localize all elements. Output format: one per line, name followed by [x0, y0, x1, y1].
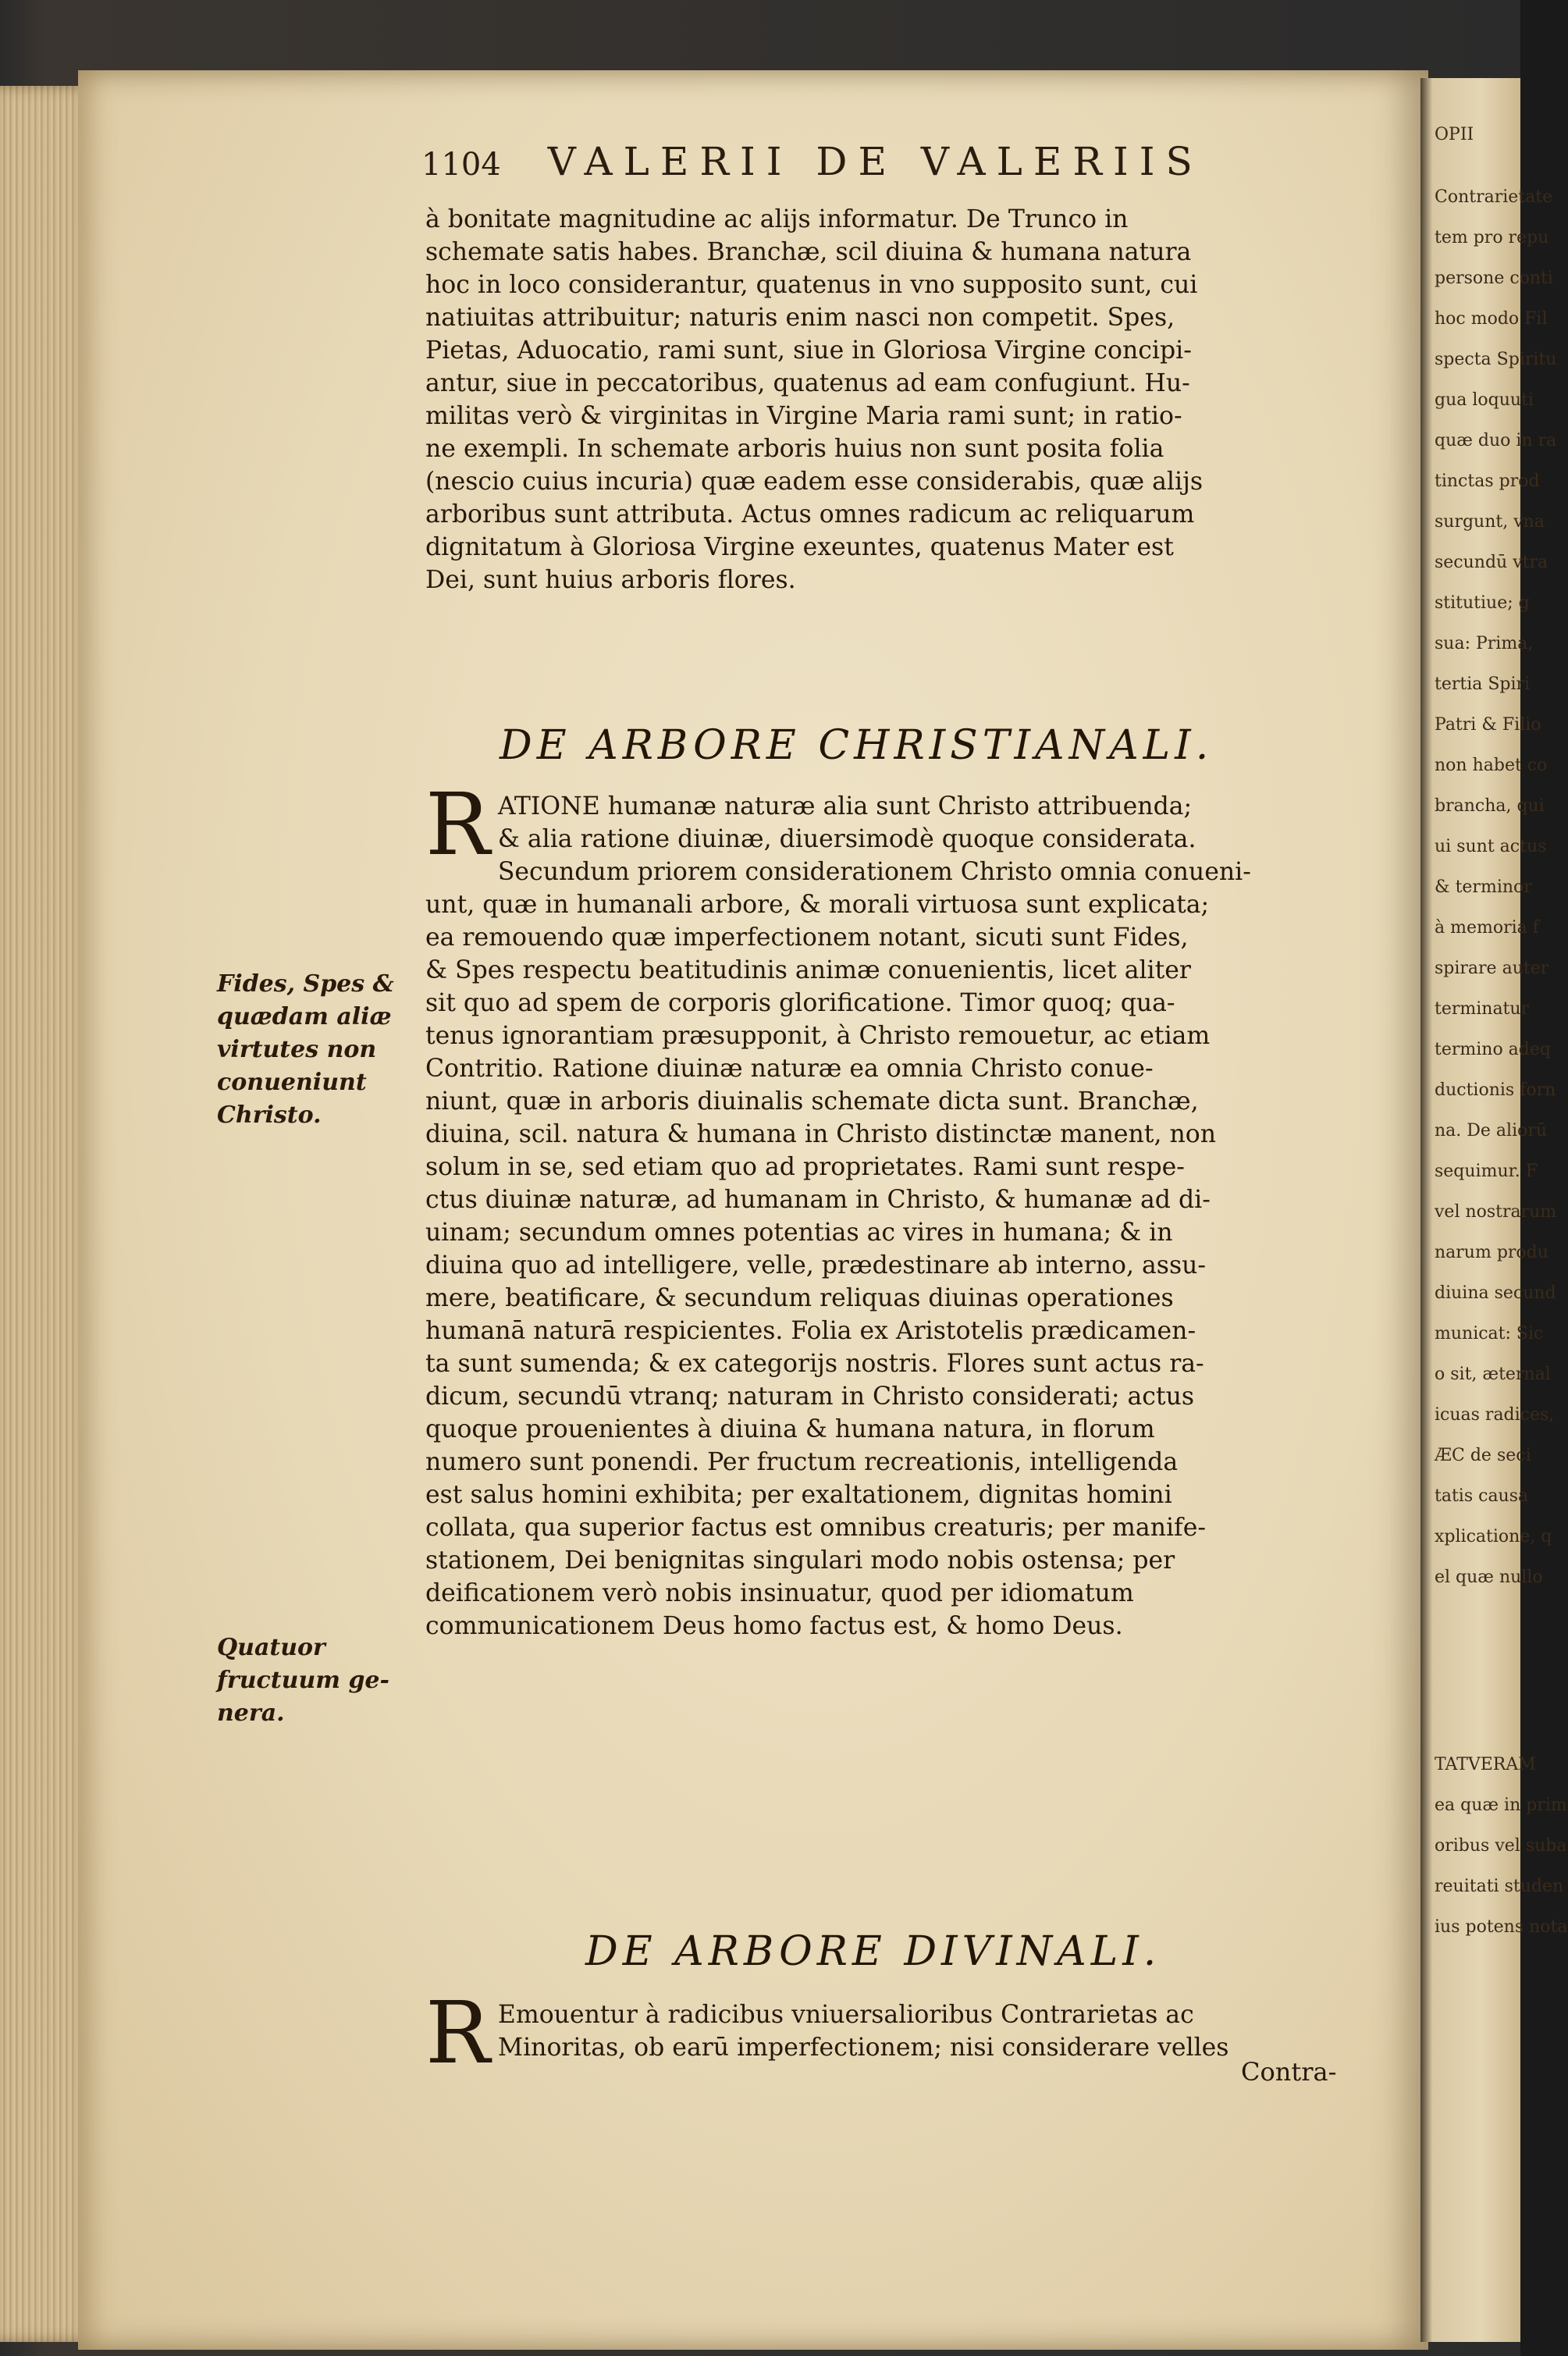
text-line: niunt, quæ in arboris diuinalis schemate dicta sunt. Branchæ, — [425, 1087, 1199, 1116]
adjacent-page-fragment: non habet co — [1435, 756, 1548, 775]
text-line: quoque prouenientes à diuina & humana natura, in florum — [425, 1415, 1155, 1443]
adjacent-page-strip — [1420, 78, 1568, 2342]
marginal-line: quædam aliæ — [217, 1003, 392, 1030]
adjacent-page-fragment: tertia Spiri — [1435, 674, 1531, 694]
marginal-line: nera. — [217, 1699, 285, 1727]
text-line: Emouentur à radicibus vniuersalioribus Contrarietas ac — [497, 2001, 1194, 2029]
text-line: natiuitas attribuitur; naturis enim nasci non competit. Spes, — [425, 304, 1175, 332]
text-line: Pietas, Aduocatio, rami sunt, siue in Gloriosa Virgine concipi- — [425, 336, 1192, 365]
text-line: stationem, Dei benignitas singulari modo nobis ostensa; per — [425, 1546, 1175, 1575]
adjacent-page-fragment: diuina secund — [1435, 1283, 1556, 1303]
adjacent-page-fragment: tinctas prod — [1435, 472, 1540, 491]
text-line: dicum, secundū vtranq; naturam in Christo considerati; actus — [425, 1383, 1195, 1411]
marginal-line: Fides, Spes & — [217, 970, 394, 998]
adjacent-page-fragment: sua: Prima, — [1435, 634, 1534, 653]
section-heading-christianali: DE ARBORE CHRISTIANALI. — [500, 722, 1214, 769]
text-line: numero sunt ponendi. Per fructum recreationis, intelligenda — [425, 1448, 1179, 1476]
adjacent-page-fragment: OPII — [1435, 125, 1474, 144]
text-line: Dei, sunt huius arboris flores. — [425, 566, 796, 594]
section-heading-divinali: DE ARBORE DIVINALI. — [585, 1928, 1161, 1975]
marginal-line: Christo. — [217, 1101, 322, 1129]
text-line: sit quo ad spem de corporis glorificatione. Timor quoq; qua- — [425, 989, 1175, 1017]
drop-cap: R — [425, 1983, 490, 2083]
text-line: mere, beatificare, & secundum reliquas diuinas operationes — [425, 1284, 1174, 1312]
text-line: ta sunt sumenda; & ex categorijs nostris. Flores sunt actus ra- — [425, 1350, 1204, 1378]
text-line: Secundum priorem considerationem Christo omnia conueni- — [497, 858, 1251, 886]
adjacent-page-fragment: el quæ nullo — [1435, 1568, 1543, 1587]
adjacent-page-fragment: ÆC de seci — [1435, 1446, 1531, 1465]
text-line: ea remouendo quæ imperfectionem notant, sicuti sunt Fides, — [425, 924, 1189, 952]
catchword: Contra- — [1241, 2057, 1337, 2087]
adjacent-page-fragment: sequimur. F — [1435, 1162, 1538, 1181]
text-line: dignitatum à Gloriosa Virgine exeuntes, quatenus Mater est — [425, 533, 1174, 561]
adjacent-page-fragment: ea quæ in prim — [1435, 1795, 1567, 1815]
text-block-3 — [425, 1983, 1385, 2083]
text-line: uinam; secundum omnes potentias ac vires in humana; & in — [425, 1219, 1173, 1247]
adjacent-page-fragment: stitutiue; g — [1435, 593, 1530, 613]
text-line: diuina, scil. natura & humana in Christo distinctæ manent, non — [425, 1120, 1217, 1148]
text-line: ne exempli. In schemate arboris huius non sunt posita folia — [425, 435, 1164, 463]
adjacent-page-fragment: TATVERAM — [1435, 1755, 1536, 1774]
adjacent-page-fragment: vel nostrarum — [1435, 1202, 1557, 1222]
text-line: schemate satis habes. Branchæ, scil diuina & humana natura — [425, 238, 1192, 266]
adjacent-page-fragment: na. De aliorū — [1435, 1121, 1548, 1141]
adjacent-page-fragment: Contrarietate — [1435, 187, 1553, 207]
adjacent-page-fragment: specta Spiritu — [1435, 350, 1557, 369]
text-line: ATIONE humanæ naturæ alia sunt Christo attribuenda; — [497, 792, 1193, 820]
adjacent-page-fragment: spirare auter — [1435, 959, 1549, 978]
adjacent-page-fragment: à memoria f — [1435, 918, 1539, 938]
marginal-line: Quatuor — [217, 1634, 325, 1661]
adjacent-page-fragment: quæ duo in ra — [1435, 431, 1557, 450]
text-line: deificationem verò nobis insinuatur, quod per idiomatum — [425, 1579, 1134, 1607]
page-number: 1104 — [421, 147, 501, 183]
text-line: à bonitate magnitudine ac alijs informatur. De Trunco in — [425, 205, 1129, 233]
adjacent-page-fragment: xplicatione, q — [1435, 1527, 1552, 1546]
text-line: collata, qua superior factus est omnibus creaturis; per manife- — [425, 1514, 1207, 1542]
adjacent-page-fragment: municat: Sic — [1435, 1324, 1544, 1343]
adjacent-page-fragment: reuitati studen — [1435, 1877, 1564, 1896]
running-header — [421, 139, 1358, 184]
text-line: militas verò & virginitas in Virgine Maria rami sunt; in ratio- — [425, 402, 1182, 430]
adjacent-page-fragment: tem pro repu — [1435, 228, 1549, 247]
text-line: tenus ignorantiam præsupponit, à Christo remouetur, ac etiam — [425, 1022, 1211, 1050]
text-line: (nescio cuius incuria) quæ eadem esse considerabis, quæ alijs — [425, 468, 1204, 496]
text-line: hoc in loco considerantur, quatenus in vno supposito sunt, cui — [425, 271, 1198, 299]
text-line: Contritio. Ratione diuinæ naturæ ea omnia Christo conue- — [425, 1055, 1154, 1083]
adjacent-page-fragment: tatis causa — [1435, 1486, 1529, 1506]
adjacent-page-fragment: secundū vtra — [1435, 553, 1548, 572]
text-line: & Spes respectu beatitudinis animæ conuenientis, licet aliter — [425, 956, 1191, 984]
running-title: VALERII DE VALERIIS — [547, 139, 1204, 184]
text-line: communicationem Deus homo factus est, & homo Deus. — [425, 1612, 1123, 1640]
adjacent-page-fragment: oribus vel suba — [1435, 1836, 1567, 1856]
text-line: antur, siue in peccatoribus, quatenus ad eam confugiunt. Hu- — [425, 369, 1190, 397]
text-line: est salus homini exhibita; per exaltationem, dignitas homini — [425, 1481, 1172, 1509]
text-line: diuina quo ad intelligere, velle, prædestinare ab interno, assu- — [425, 1251, 1207, 1279]
adjacent-page-fragment: narum produ — [1435, 1243, 1548, 1262]
adjacent-page-fragment: surgunt, vna — [1435, 512, 1545, 532]
text-line: & alia ratione diuinæ, diuersimodè quoque considerata. — [497, 825, 1196, 853]
text-line: humanā naturā respicientes. Folia ex Aristotelis prædicamen- — [425, 1317, 1196, 1345]
adjacent-page-fragment: & terminor — [1435, 877, 1532, 897]
marginal-line: conueniunt — [217, 1069, 367, 1096]
text-block-1 — [425, 203, 1385, 596]
adjacent-page-fragment: ius potens nota — [1435, 1917, 1568, 1937]
text-line: ctus diuinæ naturæ, ad humanam in Christo, & humanæ ad di- — [425, 1186, 1211, 1214]
text-line: unt, quæ in humanali arbore, & morali virtuosa sunt explicata; — [425, 891, 1210, 919]
text-block-2 — [425, 774, 1385, 1642]
adjacent-page-fragment: ductionis forn — [1435, 1080, 1556, 1100]
marginal-line: virtutes non — [217, 1036, 377, 1063]
text-line: arboribus sunt attributa. Actus omnes radicum ac reliquarum — [425, 500, 1195, 528]
text-line: solum in se, sed etiam quo ad proprietates. Rami sunt respe- — [425, 1153, 1185, 1181]
adjacent-page-fragment: termino adeq — [1435, 1040, 1551, 1059]
adjacent-page-fragment: o sit, æternal — [1435, 1365, 1551, 1384]
drop-cap: R — [425, 774, 490, 874]
marginal-line: fructuum ge- — [217, 1667, 389, 1694]
adjacent-page-fragment: gua loquuti — [1435, 390, 1534, 410]
adjacent-page-fragment: hoc modo Fil — [1435, 309, 1548, 329]
adjacent-page-fragment: Patri & Filio — [1435, 715, 1541, 735]
marginal-note-fides — [217, 968, 412, 1132]
adjacent-page-fragment: brancha, qui — [1435, 796, 1545, 816]
adjacent-page-fragment: ui sunt actus — [1435, 837, 1547, 856]
marginal-note-fructus — [217, 1632, 412, 1730]
adjacent-page-fragment: icuas radices, — [1435, 1405, 1555, 1425]
text-line: Minoritas, ob earū imperfectionem; nisi considerare velles — [497, 2034, 1229, 2062]
adjacent-page-fragment: persone conti — [1435, 269, 1553, 288]
adjacent-page-fragment: terminatur — [1435, 999, 1530, 1019]
